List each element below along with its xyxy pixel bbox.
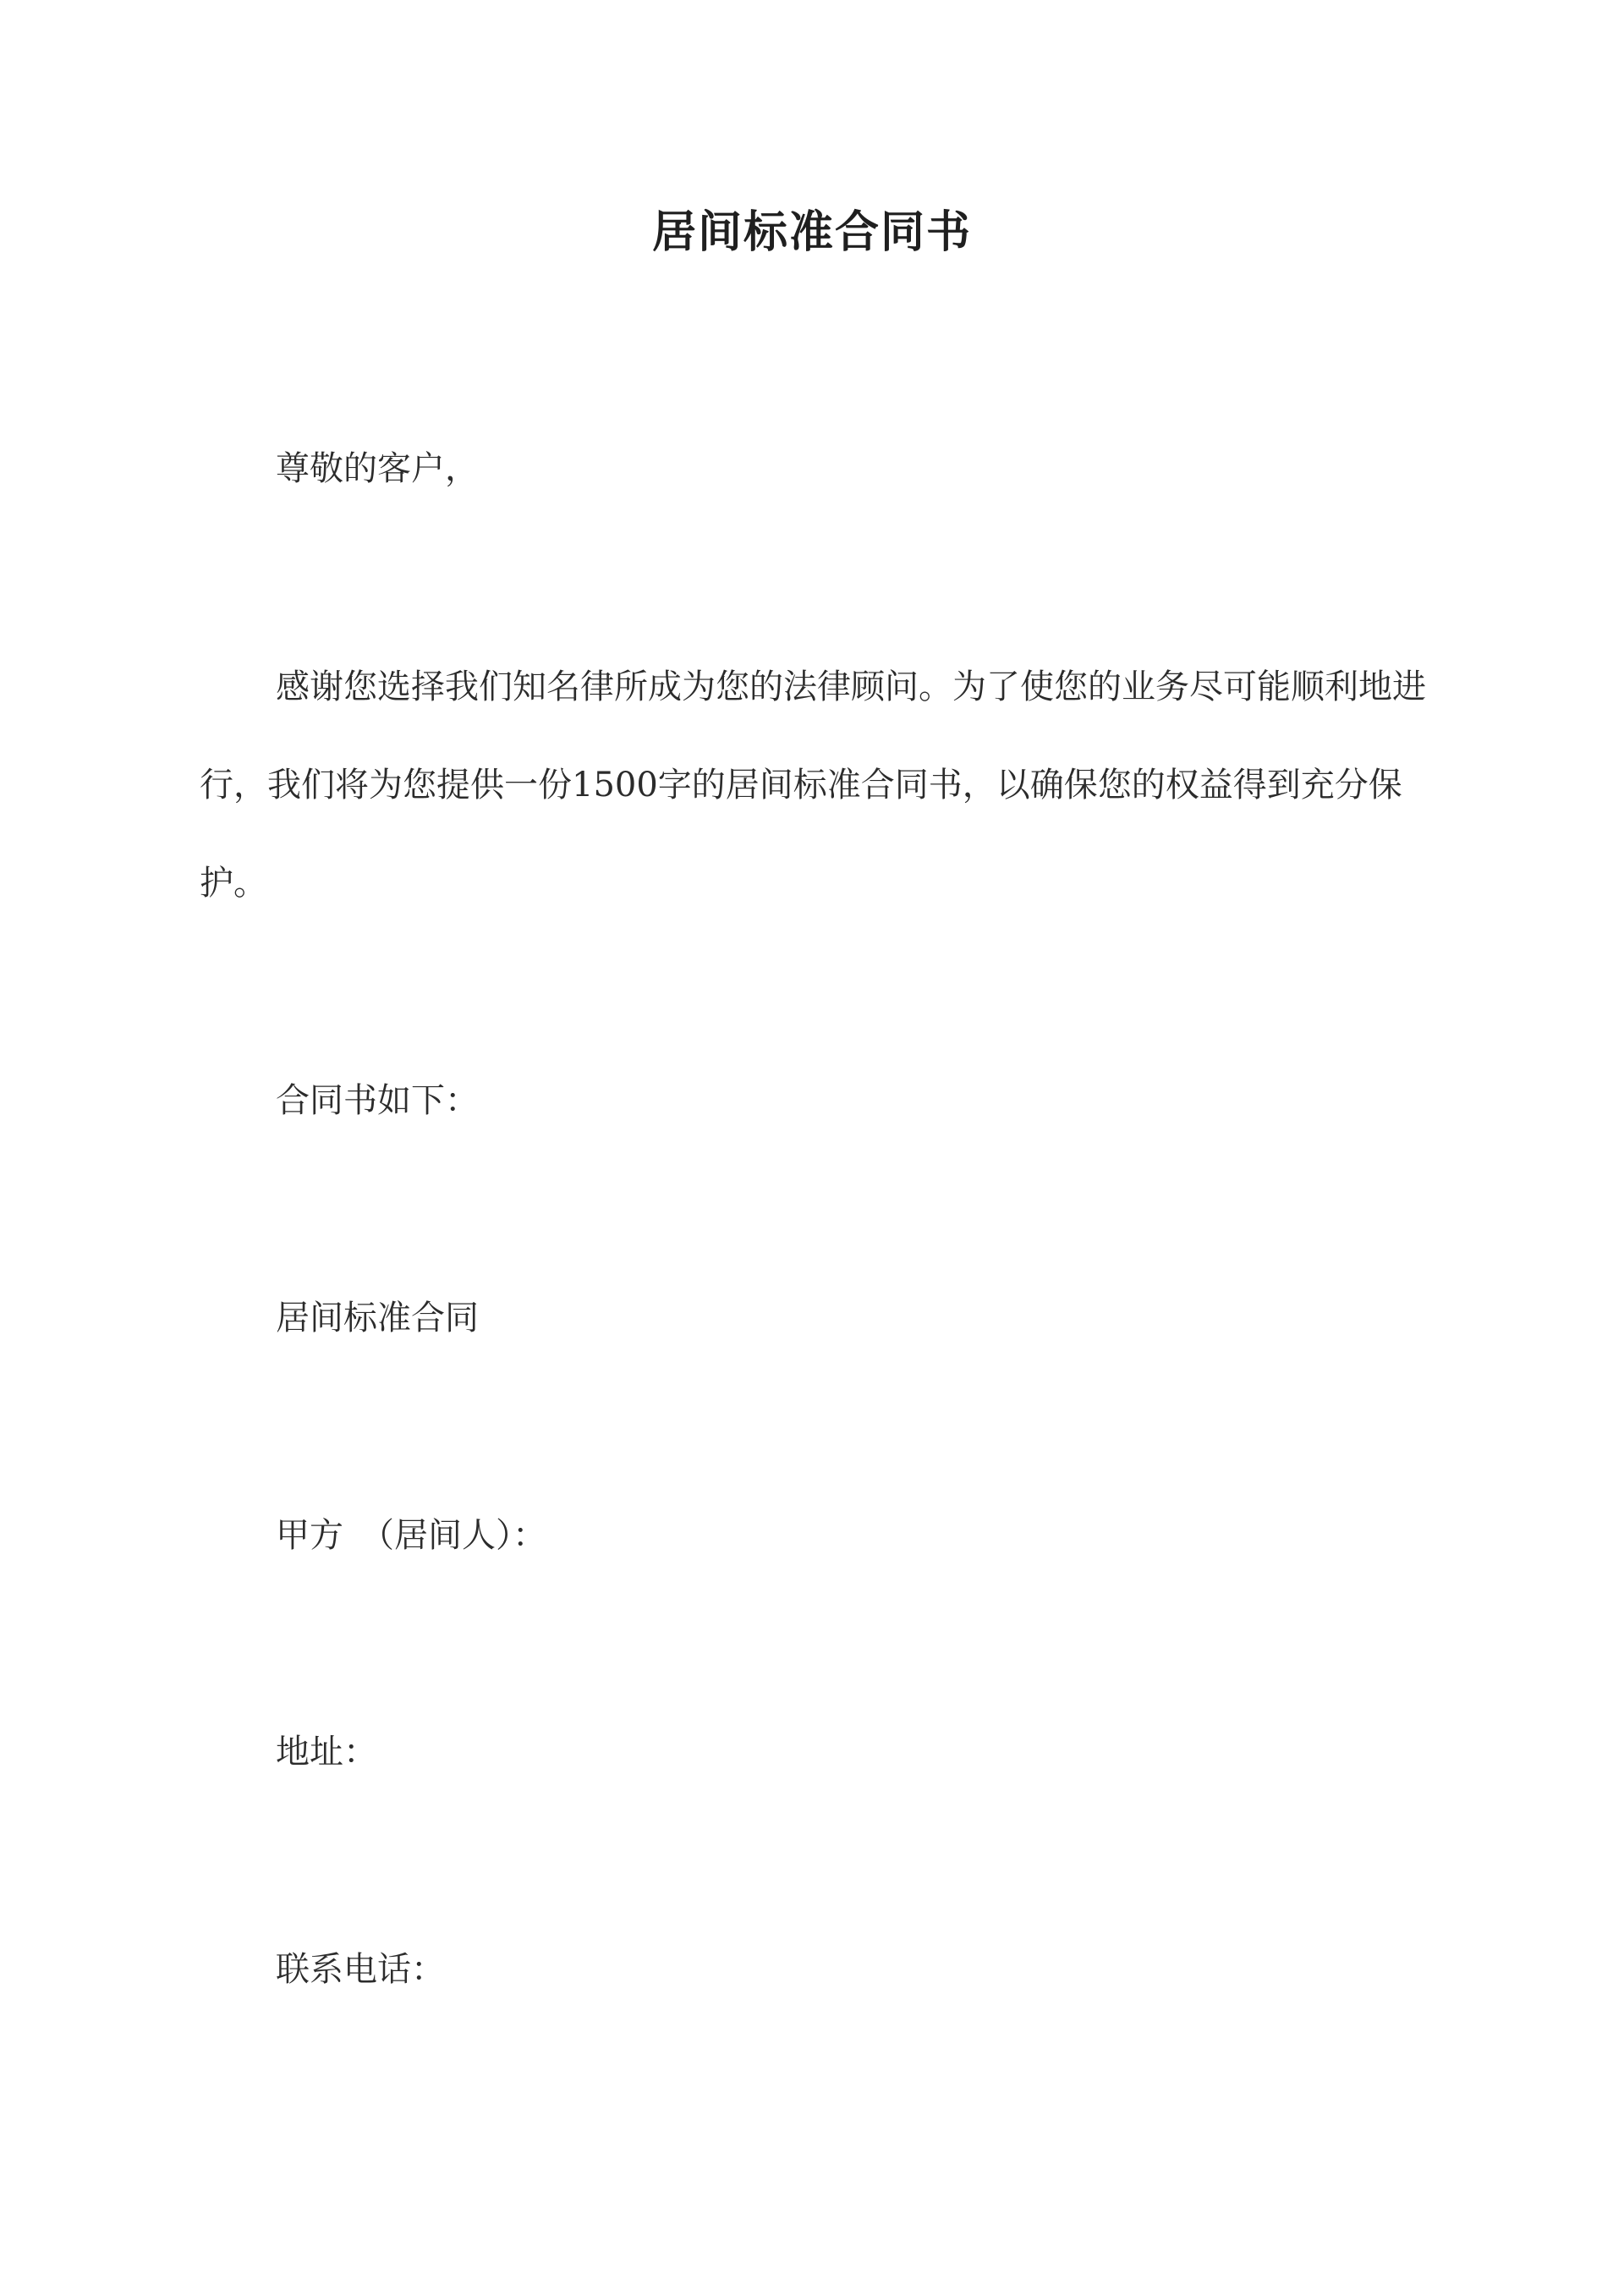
intro-paragraph: 感谢您选择我们知名律所成为您的法律顾问。为了使您的业务尽可能顺利地进行，我们将为您提供一份1500字的居间标准合同书，以确保您的权益得到充分保护。 (200, 667, 1426, 903)
address-label: 地址： (276, 1733, 377, 1771)
party-a-label: 甲方 （居间人）： (276, 1516, 546, 1555)
contract-follows-line: 合同书如下： (276, 1081, 479, 1120)
phone-label: 联系电话： (276, 1950, 445, 1989)
document-title: 居间标准合同书 (651, 206, 972, 258)
greeting-paragraph: 尊敬的客户， (276, 449, 479, 488)
contract-subtitle: 居间标准合同 (276, 1299, 479, 1338)
